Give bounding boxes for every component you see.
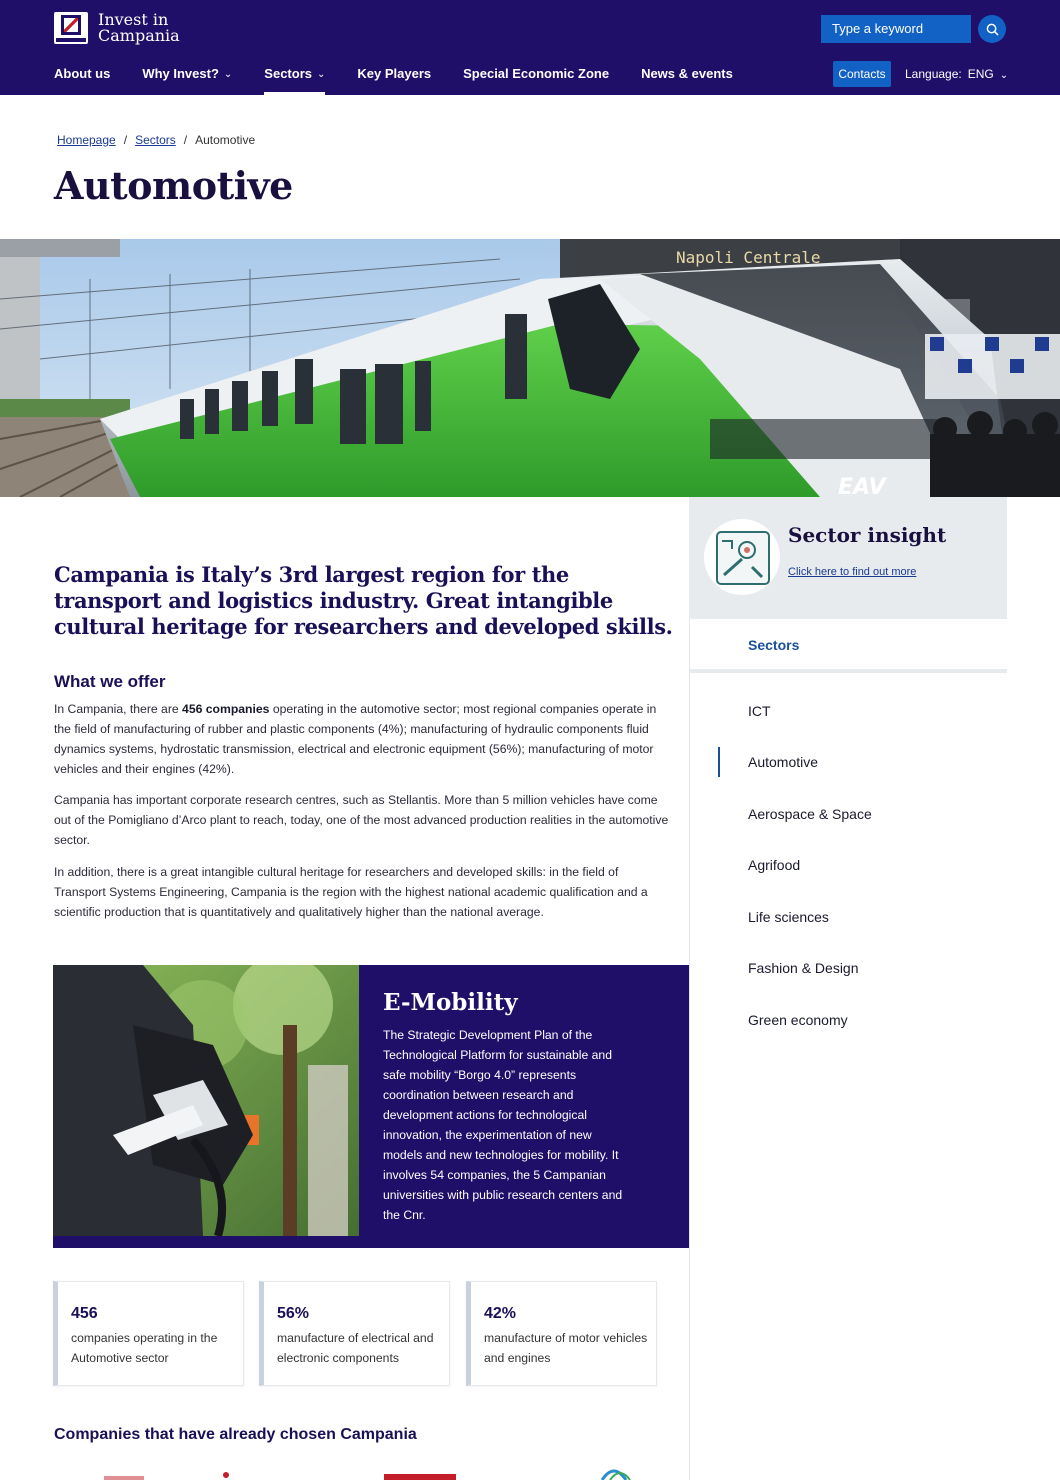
main-nav — [54, 62, 765, 95]
stat-description: manufacture of electrical and electronic components — [277, 1331, 434, 1365]
nav-special-economic-zone[interactable] — [463, 62, 609, 95]
train-brand-logo: EAV — [838, 475, 886, 497]
logo-line-2: Campania — [98, 26, 180, 45]
active-sector-indicator — [718, 747, 720, 777]
chevron-down-icon: ⌄ — [223, 69, 233, 80]
e-mobility-title: E-Mobility — [383, 989, 518, 1016]
lead-statement: Campania is Italy’s 3rd largest region for the transport and logistics industry. Great intangible cultural heritage for researchers and developed skills. — [54, 562, 673, 639]
companies-heading: Companies that have already chosen Campania — [54, 1426, 417, 1443]
nav-label: About us — [54, 66, 111, 81]
search-input[interactable]: Type a keyword — [821, 15, 971, 43]
breadcrumb-current: Automotive — [195, 133, 256, 147]
hero-image — [0, 239, 1060, 497]
station-sign-text: Napoli Centrale — [676, 248, 821, 267]
what-we-offer-heading: What we offer — [54, 672, 166, 691]
paragraph-text: In Campania, there are — [54, 702, 183, 716]
chevron-down-icon: ⌄ — [317, 69, 326, 80]
sectors-heading: Sectors — [748, 637, 800, 653]
offer-paragraph-3: In addition, there is a great intangible cultural heritage for researchers and developed skills: in the field of Transport Systems Engineering, Campania is the region with the highest national academic qualification and a scientific production that is quantitatively and qualitatively higher than the national average. — [54, 865, 648, 919]
breadcrumb-separator: / — [183, 133, 188, 147]
ev-charging-photo — [53, 965, 359, 1236]
sector-insight-title: Sector insight — [788, 523, 947, 547]
e-mobility-section — [53, 965, 689, 1248]
offer-paragraph-2: Campania has important corporate research centres, such as Stellantis. More than 5 million vehicles have come out of the Pomigliano d’Arco plant to reach, today, one of the most advanced production realities in the automotive sector. — [54, 793, 669, 847]
stat-card-electrical — [259, 1281, 450, 1386]
nav-label: News & events — [641, 66, 733, 81]
sidebar-item-agrifood[interactable]: Agrifood — [748, 857, 801, 873]
sidebar-item-ict[interactable]: ICT — [748, 703, 771, 719]
breadcrumb — [57, 133, 255, 147]
sector-insight-link[interactable]: Click here to find out more — [788, 566, 917, 578]
logo-line-1: Invest in — [98, 10, 169, 29]
highlight-text: 456 companies — [182, 702, 270, 716]
stat-value: 42% — [484, 1305, 517, 1322]
search-button[interactable] — [978, 15, 1006, 43]
nav-why-invest[interactable] — [142, 62, 232, 95]
e-mobility-text: The Strategic Development Plan of the Technological Platform for sustainable and safe mobility “Borgo 4.0” represents coordination between research and development actions for technological innovation, the experimentation of new models and new technologies for mobility. It involves 54 companies, the 5 Campanian universities with public research centers and the Cnr. — [383, 1028, 623, 1222]
nav-about-us[interactable] — [54, 62, 110, 95]
chevron-down-icon: ⌄ — [999, 70, 1009, 81]
company-logos-strip — [54, 1462, 684, 1480]
sidebar-divider — [689, 619, 690, 1480]
offer-paragraph-1 — [54, 699, 669, 779]
nav-label: Key Players — [357, 66, 432, 81]
breadcrumb-sectors[interactable]: Sectors — [135, 133, 176, 147]
paragraph-text: operating in the automotive sector; most regional companies operate in the field of manufacturing of rubber and plastic components (4%); manufacturing of hydraulic components fluid dynamics systems, hydrostatic transmission, electrical and electronic equipment (56%); manufacturing of motor vehicles and their engines (42%). — [54, 702, 657, 776]
sidebar-item-aerospace-space[interactable]: Aerospace & Space — [748, 806, 872, 822]
nav-key-players[interactable] — [357, 62, 431, 95]
site-header — [0, 0, 1060, 95]
region-crest-icon — [54, 12, 88, 44]
search-icon — [986, 23, 999, 36]
nav-news-events[interactable] — [641, 62, 733, 95]
breadcrumb-separator: / — [123, 133, 128, 147]
nav-label: Special Economic Zone — [463, 66, 610, 81]
sidebar-item-fashion-design[interactable]: Fashion & Design — [748, 960, 859, 976]
sidebar-item-automotive[interactable]: Automotive — [748, 754, 819, 770]
sector-insight-card[interactable] — [689, 497, 1007, 619]
language-value: ENG — [967, 67, 994, 81]
stat-card-motor-vehicles — [466, 1281, 657, 1386]
stat-description: manufacture of motor vehicles and engines — [484, 1331, 648, 1365]
sidebar-item-green-economy[interactable]: Green economy — [748, 1012, 848, 1028]
sector-insight-icon — [704, 519, 780, 595]
stat-description: companies operating in the Automotive sector — [71, 1331, 218, 1365]
stat-value: 56% — [277, 1305, 310, 1322]
train-photo — [0, 239, 1060, 497]
stat-value: 456 — [71, 1305, 98, 1322]
page-title: Automotive — [54, 163, 293, 208]
stat-card-companies — [53, 1281, 244, 1386]
nav-label: Why Invest? — [142, 66, 219, 81]
breadcrumb-home[interactable]: Homepage — [57, 133, 116, 147]
nav-label: Sectors — [264, 66, 312, 81]
sidebar-item-life-sciences[interactable]: Life sciences — [748, 909, 829, 925]
eav-banner — [925, 334, 1060, 399]
language-label: Language: — [905, 67, 962, 81]
language-selector[interactable] — [905, 67, 1008, 81]
nav-sectors[interactable] — [264, 62, 325, 95]
logo-text — [98, 12, 180, 44]
contacts-button[interactable]: Contacts — [833, 61, 891, 87]
sectors-heading-rule — [690, 669, 1007, 673]
site-logo[interactable] — [54, 12, 180, 44]
